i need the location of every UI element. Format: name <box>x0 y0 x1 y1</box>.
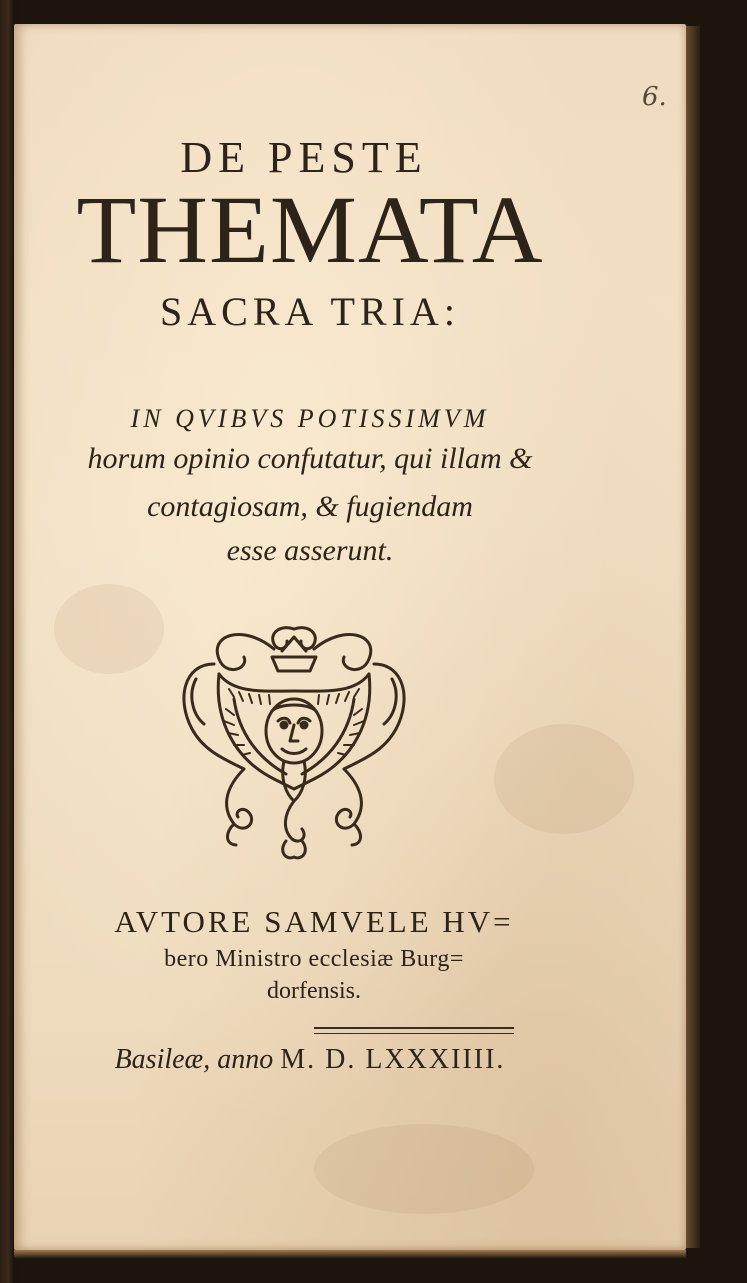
paper-stain <box>314 1124 534 1214</box>
paper-stain <box>54 584 164 674</box>
imprint-date: M. D. LXXXIIII. <box>280 1044 506 1075</box>
title-page <box>14 24 686 1250</box>
subtitle-line-2: horum opinio confutatur, qui illam & <box>87 442 533 475</box>
folio-mark: 6. <box>642 82 667 112</box>
title-line-de-peste: DE PESTE <box>180 133 428 182</box>
page-edge-right <box>686 26 700 1248</box>
imprint-line <box>14 1044 606 1076</box>
printers-mask-ornament-icon <box>174 619 414 864</box>
imprint-place: Basileæ, <box>114 1044 211 1075</box>
title-line-sacra-tria: SACRA TRIA: <box>160 289 460 334</box>
author-line-1: AVTORE SAMVELE HV= <box>114 904 514 939</box>
subtitle-line-3: contagiosam, & fugiendam <box>147 490 473 523</box>
author-line-3: dorfensis. <box>267 978 361 1004</box>
title-line-themata: THEMATA <box>76 176 544 283</box>
subtitle-line-1: IN QVIBVS POTISSIMVM <box>130 404 490 433</box>
subtitle-line-4: esse asserunt. <box>226 534 394 567</box>
author-line-2: bero Ministro ecclesiæ Burg= <box>164 946 464 972</box>
divider-rule <box>314 1027 514 1034</box>
paper-stain <box>494 724 634 834</box>
imprint-anno: anno <box>217 1044 274 1075</box>
page-edge-bottom <box>14 1250 686 1258</box>
